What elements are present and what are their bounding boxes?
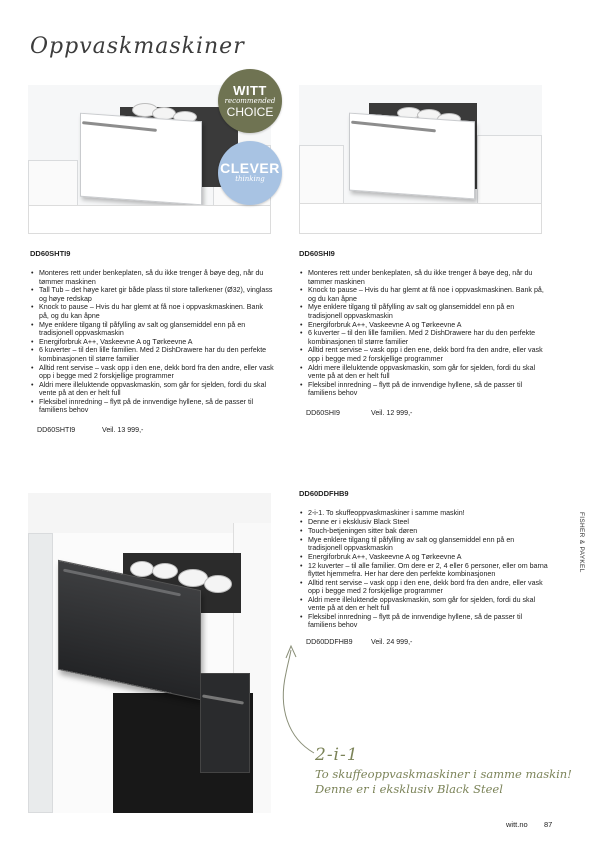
feature-item: • Monteres rett under benkeplaten, så du ikke trenger å bøye deg, når du tømmer maskinen	[299, 269, 545, 286]
feature-item: • Energiforbruk A++, Vaskeevne A og Tørkeevne A	[30, 338, 274, 346]
product-dd60shti9	[30, 250, 274, 435]
feature-item: • Alltid rent servise – vask opp i den ene, dekk bord fra den andre, eller vask opp i begge med 2 forskjellige programmer	[30, 364, 274, 381]
feature-list	[299, 509, 549, 629]
brand-label-vertical: FISHER & PAYKEL	[578, 512, 585, 573]
product-photo-dd60shi9	[299, 85, 542, 234]
feature-item: • 12 kuverter – til alle familier. Om dere er 2, 4 eller 6 personer, eller om barna flyttet hjemmefra. Her har dere den perfekte kombinasjonen	[299, 562, 549, 579]
product-dd60shi9	[299, 250, 545, 418]
price-line	[30, 426, 274, 434]
model-heading: DD60SHTI9	[30, 249, 71, 258]
feature-item: • Fleksibel innredning – flytt på de innvendige hyllene, så de passer til familiens behov	[30, 398, 274, 415]
feature-item: • Knock to pause – Hvis du har glemt at få noe i oppvaskmaskinen. Bank på, og du kan åpne	[299, 286, 545, 303]
feature-item: • Aldri mere illeluktende oppvaskmaskin, som går for sjelden, fordi du skal vente på at den er helt full	[299, 596, 549, 613]
price: Veil. 12 999,-	[371, 409, 413, 418]
feature-item: • Aldri mere illeluktende oppvaskmaskin, som går for sjelden, fordi du skal vente på at den er helt full	[30, 381, 274, 398]
annotation-heading: 2-i-1	[315, 745, 359, 765]
product-photo-dd60ddfhb9	[28, 493, 271, 813]
feature-item: • Monteres rett under benkeplaten, så du ikke trenger å bøye deg, når du tømmer maskinen	[30, 269, 274, 286]
feature-item: • Mye enklere tilgang til påfylling av salt og glansemiddel enn på en tradisjonell oppvaskmaskin	[299, 536, 549, 553]
feature-item: • 6 kuverter – til den lille familien. Med 2 DishDrawere har du den perfekte kombinasjonen til større familier	[30, 346, 274, 363]
price-line	[299, 638, 549, 646]
feature-item: • Touch-betjeningen sitter bak døren	[299, 527, 549, 535]
feature-item: • Fleksibel innredning – flytt på de innvendige hyllene, så de passer til familiens behov	[299, 613, 549, 630]
feature-item: • Denne er i eksklusiv Black Steel	[299, 518, 549, 526]
feature-item: • Tall Tub – det høye karet gir både plass til store tallerkener (Ø32), vinglass og høye redskap	[30, 286, 274, 303]
price-model: DD60SHI9	[306, 409, 340, 418]
annotation-line: To skuffeoppvaskmaskiner i samme maskin!	[315, 767, 572, 781]
feature-item: • Mye enklere tilgang til påfylling av salt og glansemiddel enn på en tradisjonell oppvaskmaskin	[30, 321, 274, 338]
clever-thinking-badge: CLEVER thinking	[218, 141, 282, 205]
feature-item: • Alltid rent servise – vask opp i den ene, dekk bord fra den andre, eller vask opp i begge med 2 forskjellige programmer	[299, 579, 549, 596]
feature-item: • Energiforbruk A++, Vaskeevne A og Tørkeevne A	[299, 553, 549, 561]
highlight-annotation	[315, 746, 572, 797]
price-line	[299, 409, 545, 417]
feature-item: • 2-i-1. To skuffeoppvaskmaskiner i samme maskin!	[299, 509, 549, 517]
feature-item: • 6 kuverter – til den lille familien. Med 2 DishDrawere har du den perfekte kombinasjonen til større familier	[299, 329, 545, 346]
price: Veil. 13 999,-	[102, 426, 144, 435]
footer-site: witt.no	[506, 820, 528, 829]
product-dd60ddfhb9	[299, 490, 549, 647]
feature-item: • Mye enklere tilgang til påfylling av salt og glansemiddel enn på en tradisjonell oppvaskmaskin	[299, 303, 545, 320]
annotation-line: Denne er i eksklusiv Black Steel	[315, 782, 503, 796]
feature-item: • Energiforbruk A++, Vaskeevne A og Tørkeevne A	[299, 321, 545, 329]
page-title: Oppvaskmaskiner	[30, 34, 245, 59]
page-number: 87	[544, 820, 553, 829]
feature-list	[299, 269, 545, 397]
feature-item: • Aldri mere illeluktende oppvaskmaskin, som går for sjelden, fordi du skal vente på at den er helt full	[299, 364, 545, 381]
model-heading: DD60DDFHB9	[299, 489, 349, 498]
feature-item: • Knock to pause – Hvis du har glemt at få noe i oppvaskmaskinen. Bank på, og du kan åpne	[30, 303, 274, 320]
feature-list	[30, 269, 274, 414]
curved-arrow-icon	[274, 628, 334, 758]
feature-item: • Fleksibel innredning – flytt på de innvendige hyllene, så de passer til familiens behov	[299, 381, 545, 398]
price-model: DD60DDFHB9	[306, 638, 353, 647]
witt-recommended-badge: WITT recommended CHOICE	[218, 69, 282, 133]
model-heading: DD60SHI9	[299, 249, 335, 258]
price: Veil. 24 999,-	[371, 638, 413, 647]
price-model: DD60SHTI9	[37, 426, 76, 435]
feature-item: • Alltid rent servise – vask opp i den ene, dekk bord fra den andre, eller vask opp i begge med 2 forskjellige programmer	[299, 346, 545, 363]
